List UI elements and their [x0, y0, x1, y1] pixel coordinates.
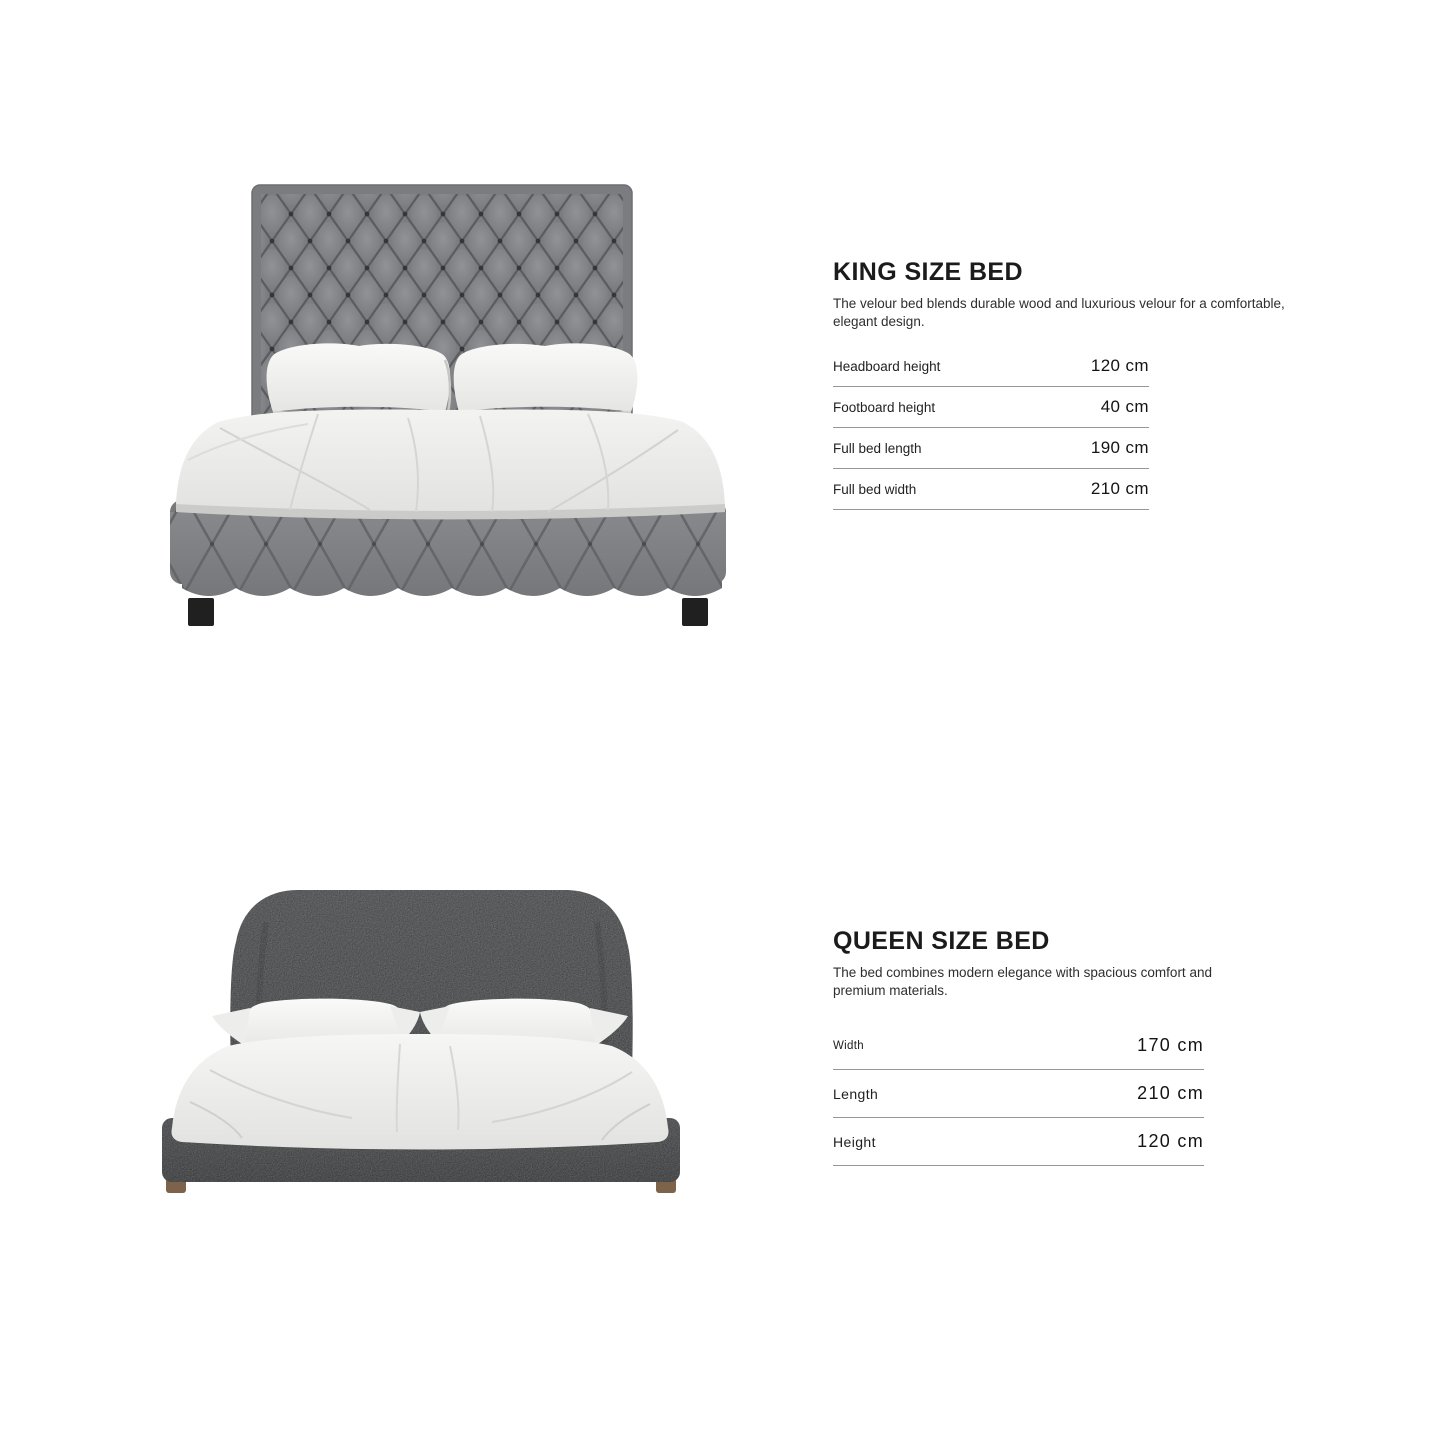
king-feet: [188, 598, 708, 626]
spec-row-footboard-height: [833, 387, 1149, 428]
spec-row-width: [833, 1022, 1204, 1070]
spec-value: 120 cm: [1137, 1131, 1204, 1151]
spec-row-full-bed-length: [833, 428, 1149, 469]
spec-value: 170 cm: [1137, 1035, 1204, 1055]
spec-label: Full bed length: [833, 440, 922, 456]
spec-label: Width: [833, 1039, 864, 1052]
spec-row-length: [833, 1070, 1204, 1118]
spec-value: 210 cm: [1137, 1083, 1204, 1103]
queen-bed-image: [150, 860, 690, 1200]
spec-label: Full bed width: [833, 481, 917, 497]
king-spec-table: [833, 346, 1149, 510]
spec-value: 190 cm: [1090, 438, 1149, 457]
queen-description: The bed combines modern elegance with spacious comfort and premium materials.: [833, 965, 1212, 998]
spec-row-headboard-height: [833, 346, 1149, 387]
spec-row-full-bed-width: [833, 469, 1149, 510]
queen-mattress: [171, 1034, 668, 1150]
king-title: KING SIZE BED: [833, 258, 1023, 286]
king-duvet: [176, 410, 725, 521]
queen-title: QUEEN SIZE BED: [833, 927, 1050, 955]
spec-value: 120 cm: [1090, 356, 1149, 375]
spec-row-height: [833, 1118, 1204, 1166]
king-bed-image: [158, 160, 743, 635]
spec-label: Length: [833, 1085, 879, 1102]
spec-label: Headboard height: [833, 358, 941, 374]
spec-value: 210 cm: [1090, 479, 1149, 498]
queen-info-panel: [833, 928, 1218, 1166]
queen-spec-table: [833, 1022, 1204, 1166]
spec-value: 40 cm: [1100, 397, 1149, 416]
spec-label: Footboard height: [833, 399, 936, 415]
king-description: The velour bed blends durable wood and luxurious velour for a comfortable, elegant design.: [833, 296, 1285, 329]
king-info-panel: [833, 259, 1303, 510]
spec-label: Height: [833, 1133, 876, 1150]
